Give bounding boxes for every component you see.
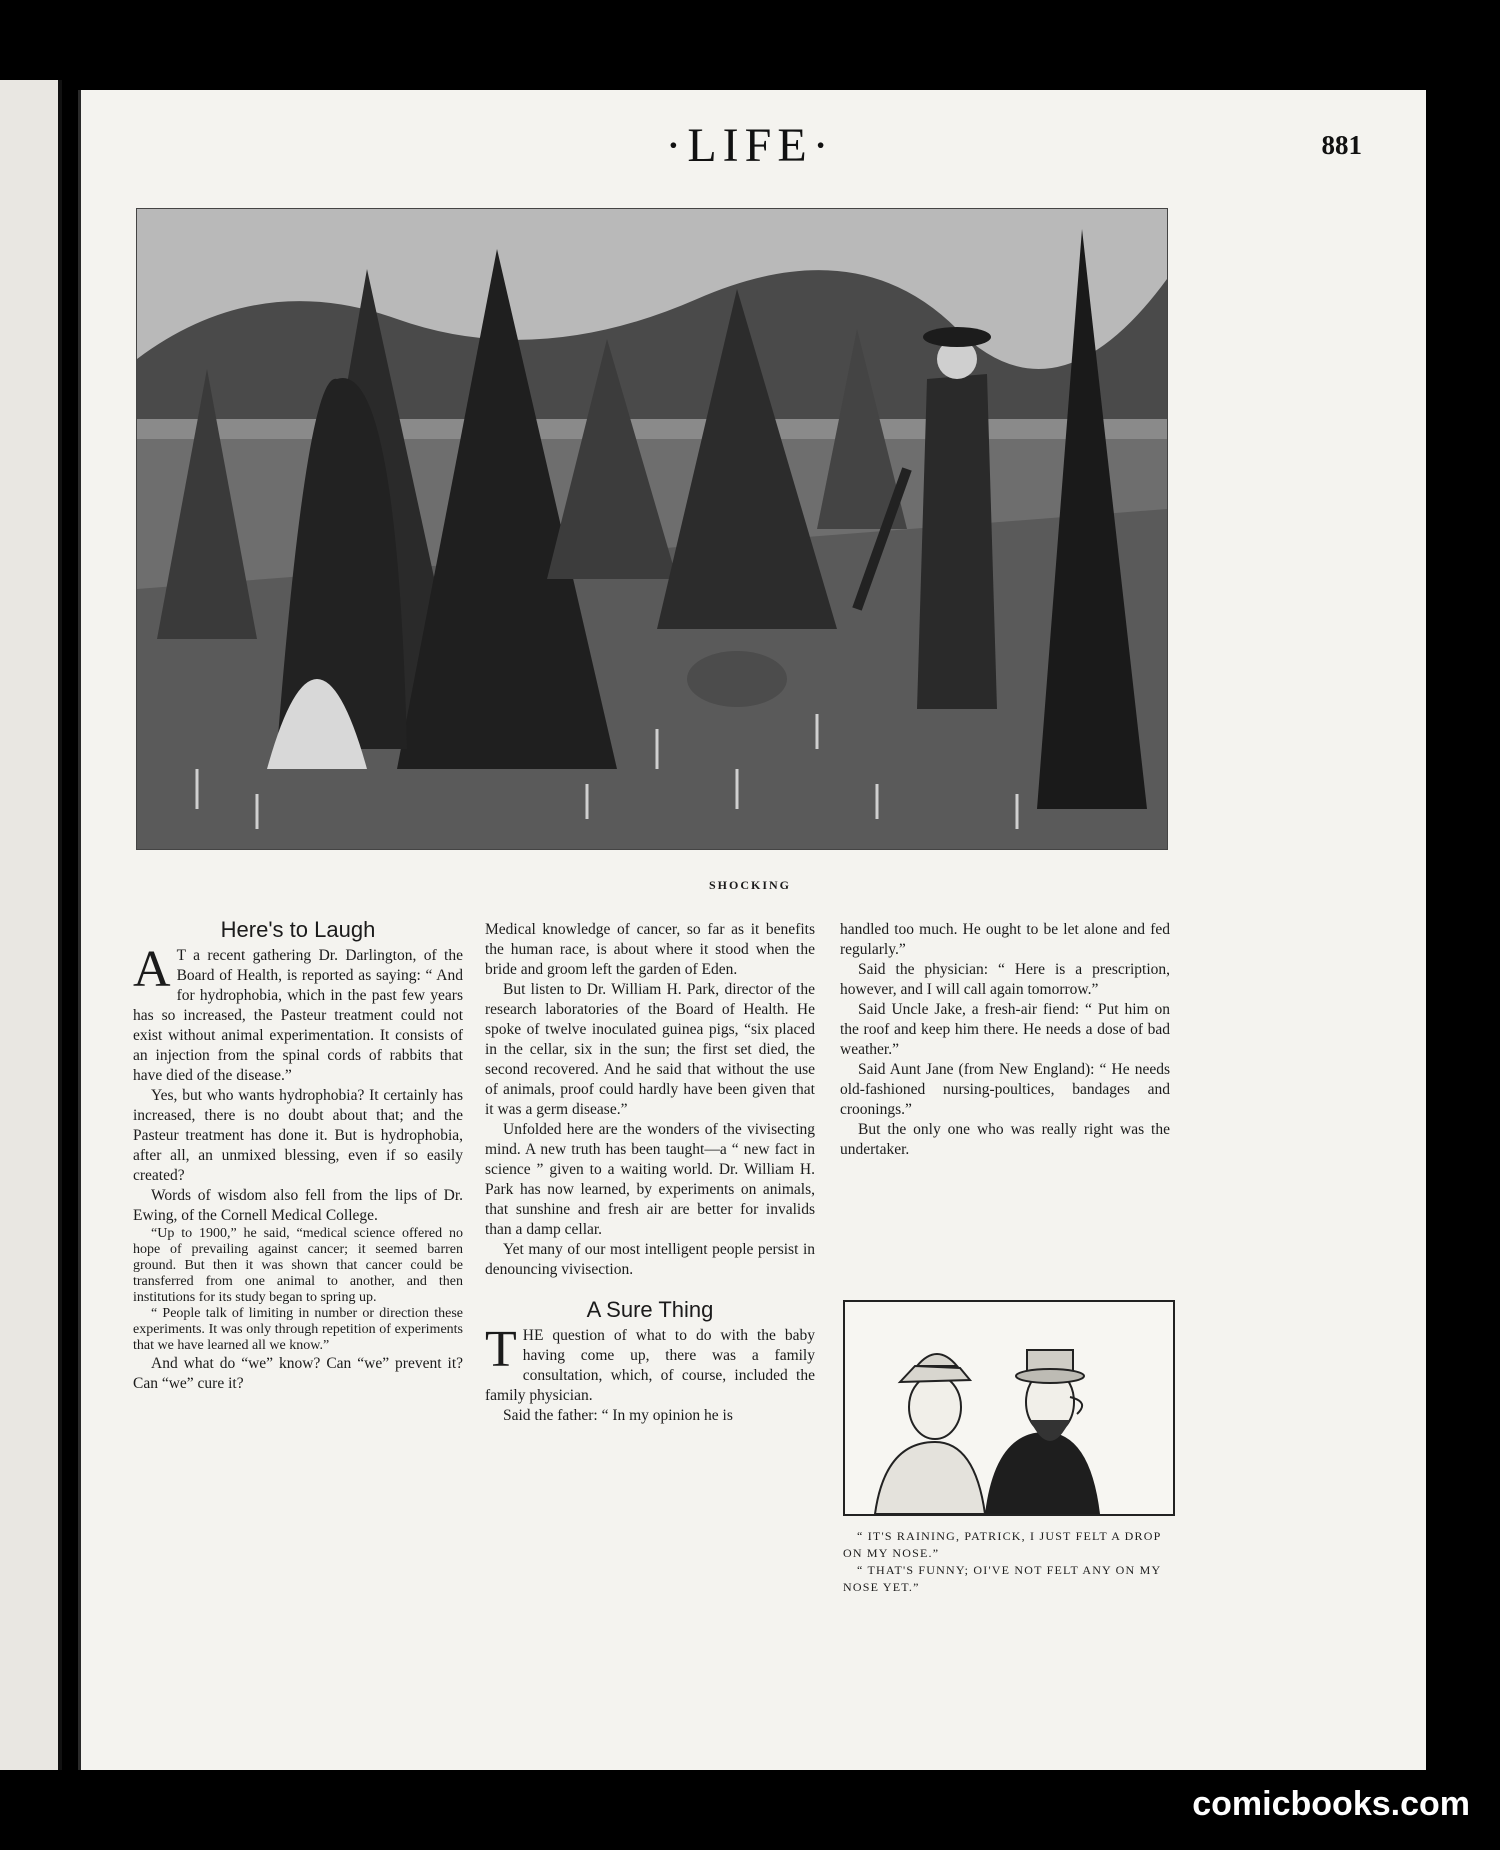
column-2 — [485, 920, 815, 1426]
illustration-drawing — [137, 209, 1167, 849]
article-paragraph: THE question of what to do with the baby having come up, there was a family consultation, which, of course, included the family physician. — [485, 1321, 815, 1404]
cornfield-illustration — [136, 208, 1168, 850]
drop-cap: T — [485, 1321, 517, 1378]
drop-cap: A — [133, 941, 171, 998]
watermark: comicbooks.com — [1192, 1785, 1470, 1823]
cartoon-drawing — [845, 1302, 1173, 1514]
page-number: 881 — [1321, 130, 1362, 160]
article-title-a-sure-thing: A Sure Thing — [586, 1297, 714, 1322]
article-paragraph: Yes, but who wants hydrophobia? It certainly has increased, there is no doubt about that; and the Pasteur treatment has done it. But is hydrophobia, after all, an unmixed blessing, even if so easily created? — [133, 1087, 463, 1184]
article-paragraph: Said Uncle Jake, a fresh-air fiend: “ Put him on the roof and keep him there. He needs a dose of bad weather.” — [840, 1001, 1170, 1058]
article-paragraph: A T a recent gathering Dr. Darlington, of the Board of Health, is reported as saying: “ And for hydrophobia, which in the past few years has so increased, the Pasteur treatment could not exist without animal experimentation. It consists of an injection from the spinal cords of rabbits that have died of the disease.” — [133, 941, 463, 1084]
article-paragraph: Said Aunt Jane (from New England): “ He needs old-fashioned nursing-poultices, bandages and croonings.” — [840, 1061, 1170, 1118]
article-paragraph: Words of wisdom also fell from the lips of Dr. Ewing, of the Cornell Medical College. — [133, 1187, 463, 1224]
article-paragraph: But listen to Dr. William H. Park, director of the research laboratories of the Board of Health. He spoke of twelve inoculated guinea pigs, “six placed in the cellar, six in the sun; the first set died, the second recovered. And he said that without the use of animals, proof could hardly have been given that it was a germ disease.” — [485, 981, 815, 1118]
cartoon-caption-line: “ THAT'S FUNNY; OI'VE NOT FELT ANY ON MY NOSE YET.” — [843, 1563, 1161, 1594]
cartoon-caption-line: “ IT'S RAINING, PATRICK, I JUST FELT A DROP ON MY NOSE.” — [843, 1529, 1162, 1560]
quoted-paragraph: “ People talk of limiting in number or direction these experiments. It was only through repetition of experiments that we have learned all we know.” — [133, 1306, 463, 1353]
masthead: ·LIFE· — [665, 119, 835, 172]
article-paragraph: Yet many of our most intelligent people persist in denouncing vivisection. — [485, 1241, 815, 1278]
article-paragraph: But the only one who was really right was the undertaker. — [840, 1121, 1170, 1158]
left-page-edge — [0, 80, 62, 1770]
article-paragraph: Medical knowledge of cancer, so far as it benefits the human race, is about where it stood when the bride and groom left the garden of Eden. — [485, 921, 815, 978]
cartoon-caption — [843, 1528, 1173, 1596]
cartoon-two-men — [843, 1300, 1175, 1516]
quoted-paragraph: “Up to 1900,” he said, “medical science offered no hope of prevailing against cancer; it seemed barren ground. But then it was shown that cancer could be transferred from one animal to another, and then institutions for its study began to spring up. — [133, 1226, 463, 1305]
illustration-caption: SHOCKING — [708, 878, 791, 892]
column-1 — [133, 917, 463, 1394]
article-paragraph: Unfolded here are the wonders of the vivisecting mind. A new truth has been taught—a “ new fact in science ” given to a waiting world. Dr. William H. Park has now learned, by experiments on animals, that sunshine and fresh air are better for invalids than a damp cellar. — [485, 1121, 815, 1238]
article-paragraph: And what do “we” know? Can “we” prevent it? Can “we” cure it? — [133, 1355, 463, 1392]
article-paragraph: Said the father: “ In my opinion he is — [503, 1407, 733, 1424]
article-title-heres-to-laugh: Here's to Laugh — [220, 917, 376, 942]
article-paragraph: handled too much. He ought to be let alone and fed regularly.” — [840, 921, 1170, 958]
column-3 — [840, 920, 1170, 1160]
article-paragraph: Said the physician: “ Here is a prescription, however, and I will call again tomorrow.” — [840, 961, 1170, 998]
